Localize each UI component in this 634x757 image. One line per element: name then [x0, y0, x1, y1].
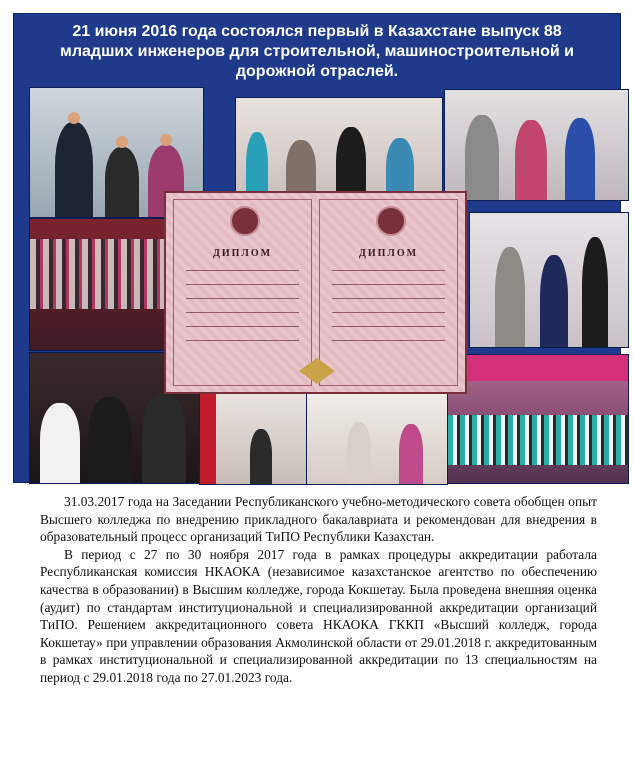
emblem-icon — [230, 206, 260, 236]
photo-award-stage — [306, 392, 448, 485]
poster-panel — [13, 13, 621, 483]
photo-speaker-podium — [199, 392, 307, 485]
photo-graduates-stage — [444, 89, 629, 201]
diploma-left-title: ДИПЛОМ — [212, 248, 273, 259]
emblem-icon — [376, 206, 406, 236]
photo-graduation-hall — [29, 218, 174, 351]
paragraph-aip-experience: 31.03.2017 года на Заседании Республиканского учебно-методического совета обобщен опыт Высшего колледжа по внедрению прикладного бакалавриата и рекомендован для внедрения в образовательный процесс организаций ТиПО Республики Казахстан. — [40, 494, 597, 545]
paragraph-accreditation: В период с 27 по 30 ноября 2017 года в рамках процедуры аккредитации работала Республиканская комиссия НКАОКА (независимое казахстанское агентство по обеспечению качества в образовании) в Высшим колледже, города Кокшетау. Была проведена внешняя оценка (аудит) по стандартам институциональной и специализированной аккредитации организаций ТиПО. Решением аккредитационного совета НКАОКА ГККП «Высший колледж, города Кокшетау» при управлении образования Акмолинской области от 29.01.2018 г. аккредитованным в рамках институциональной и специализированной аккредитации по 13 специальностям на период с 29.01.2018 года по 27.01.2023 года. — [40, 546, 597, 685]
diploma-right-page — [319, 199, 458, 386]
photo-group-hall — [447, 354, 629, 484]
body-text — [40, 493, 597, 687]
diploma-left-page — [173, 199, 312, 386]
photo-award-ceremony — [469, 212, 629, 348]
poster-headline: 21 июня 2016 года состоялся первый в Казахстане выпуск 88 младших инженеров для строительной, машиностроительной и дорожной отраслей. — [60, 23, 574, 80]
diploma-right-title: ДИПЛОМ — [358, 248, 419, 259]
photo-diploma-presentation — [235, 97, 443, 203]
diploma-image — [164, 191, 467, 394]
